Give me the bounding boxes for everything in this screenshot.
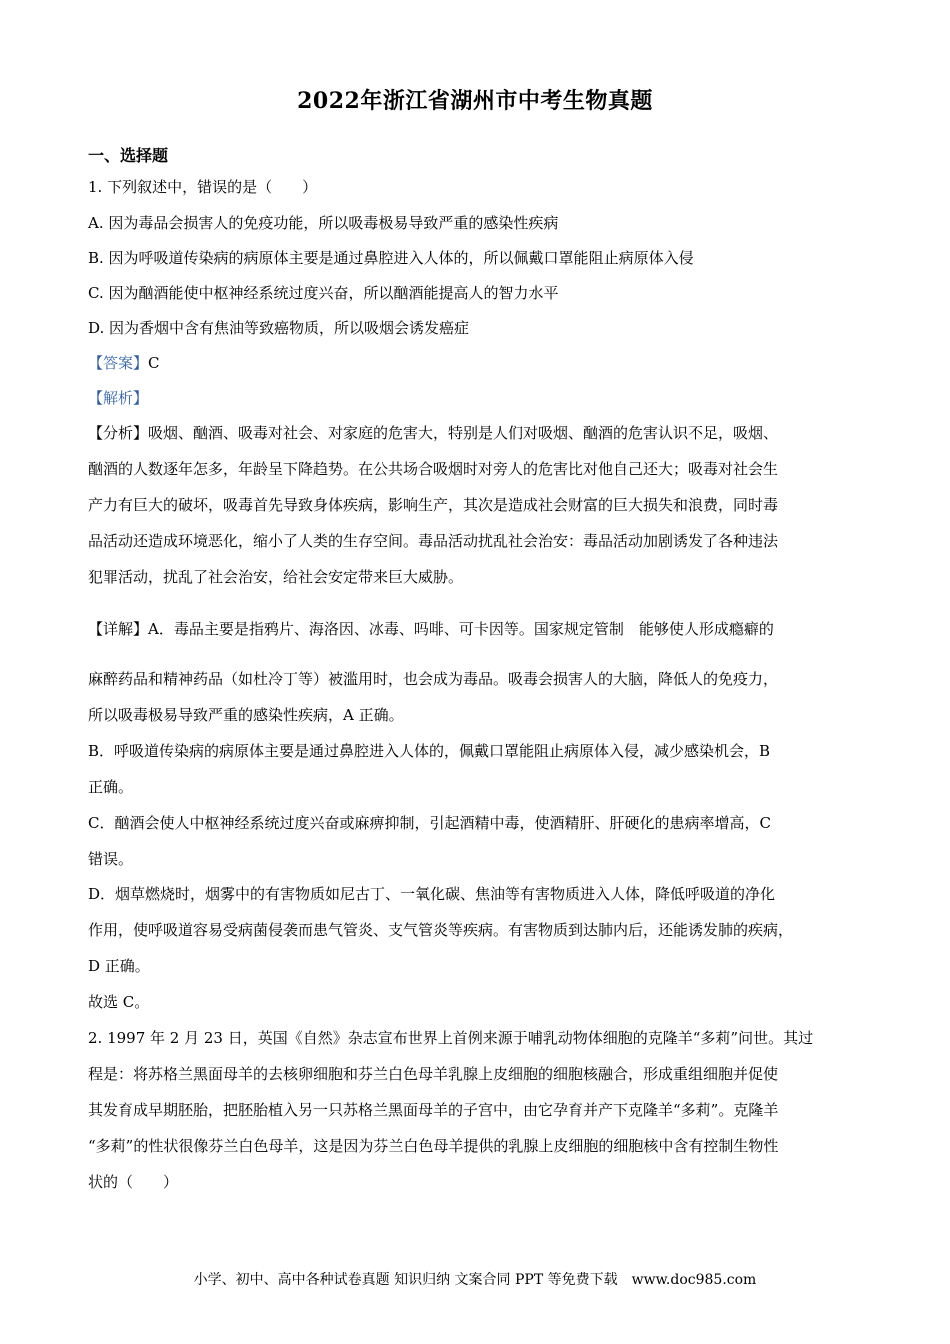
- question-1-stem: 1. 下列叙述中，错误的是（ ）: [88, 178, 318, 196]
- answer-line: [88, 353, 160, 373]
- question-2-line-5: 状的（ ）: [88, 1173, 179, 1191]
- xiangjie-line-1: [88, 619, 774, 639]
- xiangjie-line-2: 麻醉药品和精神药品（如杜冷丁等）被滥用时，也会成为毒品。吸毒会损害人的大脑，降低人的免疫力，: [88, 670, 779, 688]
- xiangjie-line-11: 故选 C。: [88, 993, 150, 1011]
- option-d: D. 因为香烟中含有焦油等致癌物质，所以吸烟会诱发癌症: [88, 319, 470, 337]
- fenxi-line-3: 产力有巨大的破坏，吸毒首先导致身体疾病，影响生产，其次是造成社会财富的巨大损失和浪费，同时毒: [88, 496, 779, 514]
- xiangjie-line-5: 正确。: [88, 778, 134, 796]
- analysis-tag: [88, 388, 148, 408]
- xiangjie-line-8: D．烟草燃烧时，烟雾中的有害物质如尼古丁、一氧化碳、焦油等有害物质进入人体，降低呼吸道的净化: [88, 885, 776, 903]
- answer-value: C: [148, 354, 160, 372]
- xiangjie-line-4: B．呼吸道传染病的病原体主要是通过鼻腔进入人体的，佩戴口罩能阻止病原体入侵，减少感染机会，B: [88, 742, 771, 760]
- xiangjie-line-6: C．酗酒会使人中枢神经系统过度兴奋或麻痹抑制，引起酒精中毒，使酒精肝、肝硬化的患病率增高，C: [88, 814, 771, 832]
- fenxi-text-1: 吸烟、酗酒、吸毒对社会、对家庭的危害大，特别是人们对吸烟、酗酒的危害认识不足，吸烟、: [148, 424, 779, 442]
- xiangjie-tag: 【详解】: [88, 620, 149, 638]
- xiangjie-text-1: A．毒品主要是指鸦片、海洛因、冰毒、吗啡、可卡因等。国家规定管制 能够使人形成瘾癖的: [148, 620, 774, 638]
- page-footer: [0, 1269, 950, 1289]
- fenxi-line-4: 品活动还造成环境恶化，缩小了人类的生存空间。毒品活动扰乱社会治安：毒品活动加剧诱发了各种违法: [88, 532, 779, 550]
- fenxi-tag: 【分析】: [88, 424, 149, 442]
- question-2-line-4: “多莉”的性状很像芬兰白色母羊，这是因为芬兰白色母羊提供的乳腺上皮细胞的细胞核中含有控制生物性: [88, 1137, 779, 1155]
- footer-site-link[interactable]: www.doc985.com: [631, 1272, 757, 1288]
- page-title: 2022年浙江省湖州市中考生物真题: [297, 88, 653, 114]
- question-2-line-1: 2. 1997 年 2 月 23 日，英国《自然》杂志宣布世界上首例来源于哺乳动物体细胞的克隆羊“多莉”问世。其过: [88, 1029, 814, 1047]
- option-c: C. 因为酗酒能使中枢神经系统过度兴奋，所以酗酒能提高人的智力水平: [88, 284, 559, 302]
- footer-text: 小学、初中、高中各种试卷真题 知识归纳 文案合同 PPT 等免费下载: [193, 1272, 618, 1288]
- xiangjie-line-10: D 正确。: [88, 957, 150, 975]
- fenxi-line-2: 酗酒的人数逐年怎多，年龄呈下降趋势。在公共场合吸烟时对旁人的危害比对他自己还大；吸毒对社会生: [88, 460, 779, 478]
- xiangjie-line-3: 所以吸毒极易导致严重的感染性疾病，A 正确。: [88, 706, 404, 724]
- option-a: A. 因为毒品会损害人的免疫功能，所以吸毒极易导致严重的感染性疾病: [88, 214, 559, 232]
- section-heading: 一、选择题: [88, 146, 169, 165]
- analysis-label: 【解析】: [88, 389, 149, 407]
- answer-tag: 【答案】: [88, 354, 149, 372]
- fenxi-line-5: 犯罪活动，扰乱了社会治安，给社会安定带来巨大威胁。: [88, 568, 464, 586]
- option-b: B. 因为呼吸道传染病的病原体主要是通过鼻腔进入人体的，所以佩戴口罩能阻止病原体入侵: [88, 249, 694, 267]
- fenxi-line-1: [88, 423, 778, 443]
- xiangjie-line-7: 错误。: [88, 850, 134, 868]
- xiangjie-line-9: 作用，使呼吸道容易受病菌侵袭而患气管炎、支气管炎等疾病。有害物质到达肺内后，还能诱发肺的疾病，: [88, 921, 794, 939]
- question-2-line-2: 程是：将苏格兰黑面母羊的去核卵细胞和芬兰白色母羊乳腺上皮细胞的细胞核融合，形成重组细胞并促使: [88, 1065, 779, 1083]
- question-2-line-3: 其发育成早期胚胎，把胚胎植入另一只苏格兰黑面母羊的子宫中，由它孕育并产下克隆羊“多莉”。克隆羊: [88, 1101, 779, 1119]
